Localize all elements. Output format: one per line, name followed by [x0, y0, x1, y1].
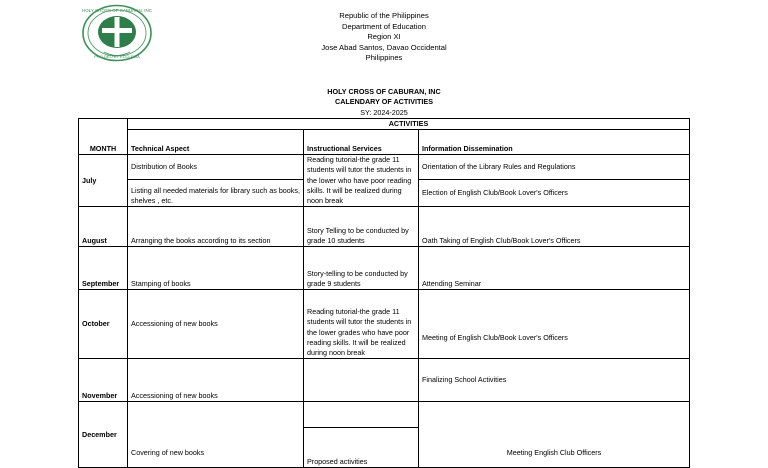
- header-instructional-services: Instructional Services: [304, 130, 419, 155]
- tech-cell: Accessioning of new books: [128, 359, 304, 402]
- header-line-region: Region XI: [367, 32, 401, 42]
- table-row: [79, 402, 690, 428]
- tech-cell: Stamping of books: [128, 247, 304, 290]
- info-cell: Orientation of the Library Rules and Regulations: [419, 155, 690, 180]
- title-doc: CALENDARY OF ACTIVITIES: [335, 97, 433, 107]
- seal-text: HOLY CROSS OF CABURAN, INC: [82, 8, 152, 13]
- table-row: [79, 290, 690, 359]
- info-cell: Meeting English Club Officers: [419, 402, 690, 468]
- tech-cell: Arranging the books according to its section: [128, 207, 304, 247]
- table-row: [79, 247, 690, 290]
- tech-cell: Listing all needed materials for library such as books, shelves , etc.: [128, 180, 304, 207]
- info-cell: Attending Seminar: [419, 247, 690, 290]
- instr-cell: [304, 359, 419, 402]
- header-line-department: Department of Education: [341, 21, 426, 31]
- document-title: [284, 87, 484, 118]
- info-cell: Finalizing School Activities: [419, 359, 690, 402]
- table-row: [79, 130, 690, 155]
- header-line-country: Philippines: [365, 53, 403, 63]
- table-row: [79, 359, 690, 402]
- calendar-table: [78, 118, 690, 468]
- document-header: [284, 11, 484, 64]
- table-row: [79, 207, 690, 247]
- title-school: HOLY CROSS OF CABURAN, INC: [327, 87, 441, 96]
- info-cell: Oath Taking of English Club/Book Lover's Officers: [419, 207, 690, 247]
- header-month: MONTH: [79, 119, 128, 155]
- info-cell: Election of English Club/Book Lover's Officers: [419, 180, 690, 207]
- info-cell: Meeting of English Club/Book Lover's Officers: [419, 290, 690, 359]
- tech-cell: Accessioning of new books: [128, 290, 304, 359]
- instr-cell: Reading tutorial-the grade 11 students will tutor the students in the lower who have poor reading skills. It will be realized during noon break: [304, 155, 419, 207]
- header-technical-aspect: Technical Aspect: [128, 130, 304, 155]
- title-school-year: SY: 2024-2025: [360, 107, 408, 117]
- header-line-municipality: Jose Abad Santos, Davao Occidental: [321, 42, 447, 52]
- instr-cell: [304, 402, 419, 428]
- header-information-dissemination: Information Dissemination: [419, 130, 690, 155]
- month-cell: August: [79, 207, 128, 247]
- tech-cell: Distribution of Books: [128, 155, 304, 180]
- month-cell: October: [79, 290, 128, 359]
- seal-motto: PRO DEO ET ECCLESIA: [94, 54, 140, 59]
- instr-cell: Reading tutorial-the grade 11 students will tutor the students in the lower grades who have poor reading skills. It will be realized during noon break: [304, 290, 419, 359]
- header-activities: ACTIVITIES: [128, 119, 690, 130]
- table-row: [79, 119, 690, 130]
- table-row: [79, 155, 690, 180]
- header-line-republic: Republic of the Philippines: [339, 11, 429, 20]
- instr-cell: Story Telling to be conducted by grade 10 students: [304, 207, 419, 247]
- month-cell: November: [79, 359, 128, 402]
- month-cell: December: [79, 402, 128, 468]
- month-cell: July: [79, 155, 128, 207]
- school-seal-logo: [82, 4, 152, 62]
- tech-cell: Covering of new books: [128, 402, 304, 468]
- month-cell: September: [79, 247, 128, 290]
- instr-cell: Proposed activities: [304, 428, 419, 468]
- instr-cell: Story-telling to be conducted by grade 9 students: [304, 247, 419, 290]
